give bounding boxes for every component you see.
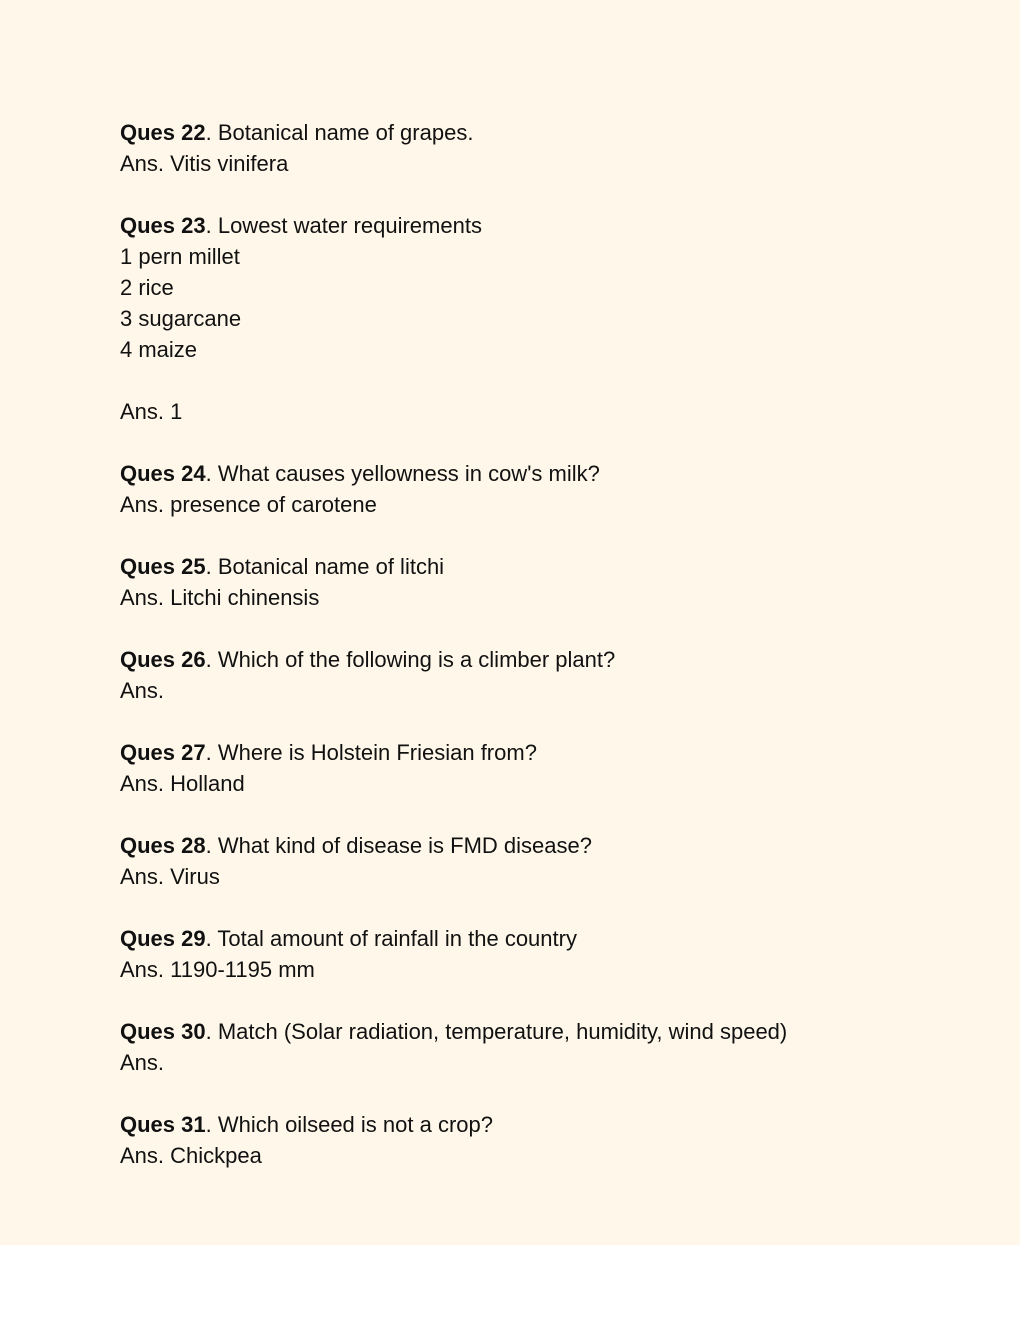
spacer: [120, 365, 980, 396]
answer-line: Ans. Litchi chinensis: [120, 585, 320, 610]
question-line: [120, 923, 980, 954]
qa-item-24: [120, 458, 980, 520]
question-text: . What kind of disease is FMD disease?: [205, 833, 592, 858]
question-label: Ques 23: [120, 213, 206, 238]
question-text: . Which oilseed is not a crop?: [205, 1112, 493, 1137]
option-line: 2 rice: [120, 275, 174, 300]
question-line: [120, 1109, 980, 1140]
question-line: [120, 551, 980, 582]
answer-line: Ans. 1190-1195 mm: [120, 957, 315, 982]
qa-list: [120, 117, 980, 1202]
qa-item-28: [120, 830, 980, 892]
question-label: Ques 22: [120, 120, 206, 145]
qa-item-25: [120, 551, 980, 613]
question-line: [120, 644, 980, 675]
qa-item-26: [120, 644, 980, 706]
question-line: [120, 117, 980, 148]
answer-line: Ans. Chickpea: [120, 1143, 262, 1168]
question-label: Ques 29: [120, 926, 206, 951]
question-line: [120, 1016, 980, 1047]
question-line: [120, 830, 980, 861]
qa-item-27: [120, 737, 980, 799]
question-label: Ques 31: [120, 1112, 206, 1137]
question-line: [120, 210, 980, 241]
question-text: . Which of the following is a climber plant?: [205, 647, 616, 672]
answer-line: Ans.: [120, 1050, 165, 1075]
question-line: [120, 458, 980, 489]
answer-line: Ans.: [120, 678, 165, 703]
question-label: Ques 26: [120, 647, 206, 672]
question-text: . Lowest water requirements: [205, 213, 482, 238]
answer-line: Ans. Virus: [120, 864, 220, 889]
qa-item-22: [120, 117, 980, 179]
qa-item-31: [120, 1109, 980, 1171]
question-label: Ques 25: [120, 554, 206, 579]
question-text: . Match (Solar radiation, temperature, humidity, wind speed): [205, 1019, 788, 1044]
question-label: Ques 27: [120, 740, 206, 765]
option-line: 3 sugarcane: [120, 306, 242, 331]
question-label: Ques 24: [120, 461, 206, 486]
answer-line: Ans. presence of carotene: [120, 492, 377, 517]
page-margin-bottom: [0, 1245, 1020, 1320]
question-text: . What causes yellowness in cow's milk?: [205, 461, 600, 486]
question-text: . Where is Holstein Friesian from?: [205, 740, 537, 765]
option-line: 4 maize: [120, 337, 198, 362]
qa-item-29: [120, 923, 980, 985]
question-label: Ques 28: [120, 833, 206, 858]
question-line: [120, 737, 980, 768]
question-label: Ques 30: [120, 1019, 206, 1044]
question-text: . Botanical name of grapes.: [205, 120, 474, 145]
option-line: 1 pern millet: [120, 244, 240, 269]
answer-line: Ans. Holland: [120, 771, 245, 796]
qa-item-30: [120, 1016, 980, 1078]
question-text: . Total amount of rainfall in the country: [205, 926, 577, 951]
answer-line: Ans. Vitis vinifera: [120, 151, 289, 176]
qa-item-23: [120, 210, 980, 427]
answer-line: Ans. 1: [120, 399, 183, 424]
question-text: . Botanical name of litchi: [205, 554, 445, 579]
